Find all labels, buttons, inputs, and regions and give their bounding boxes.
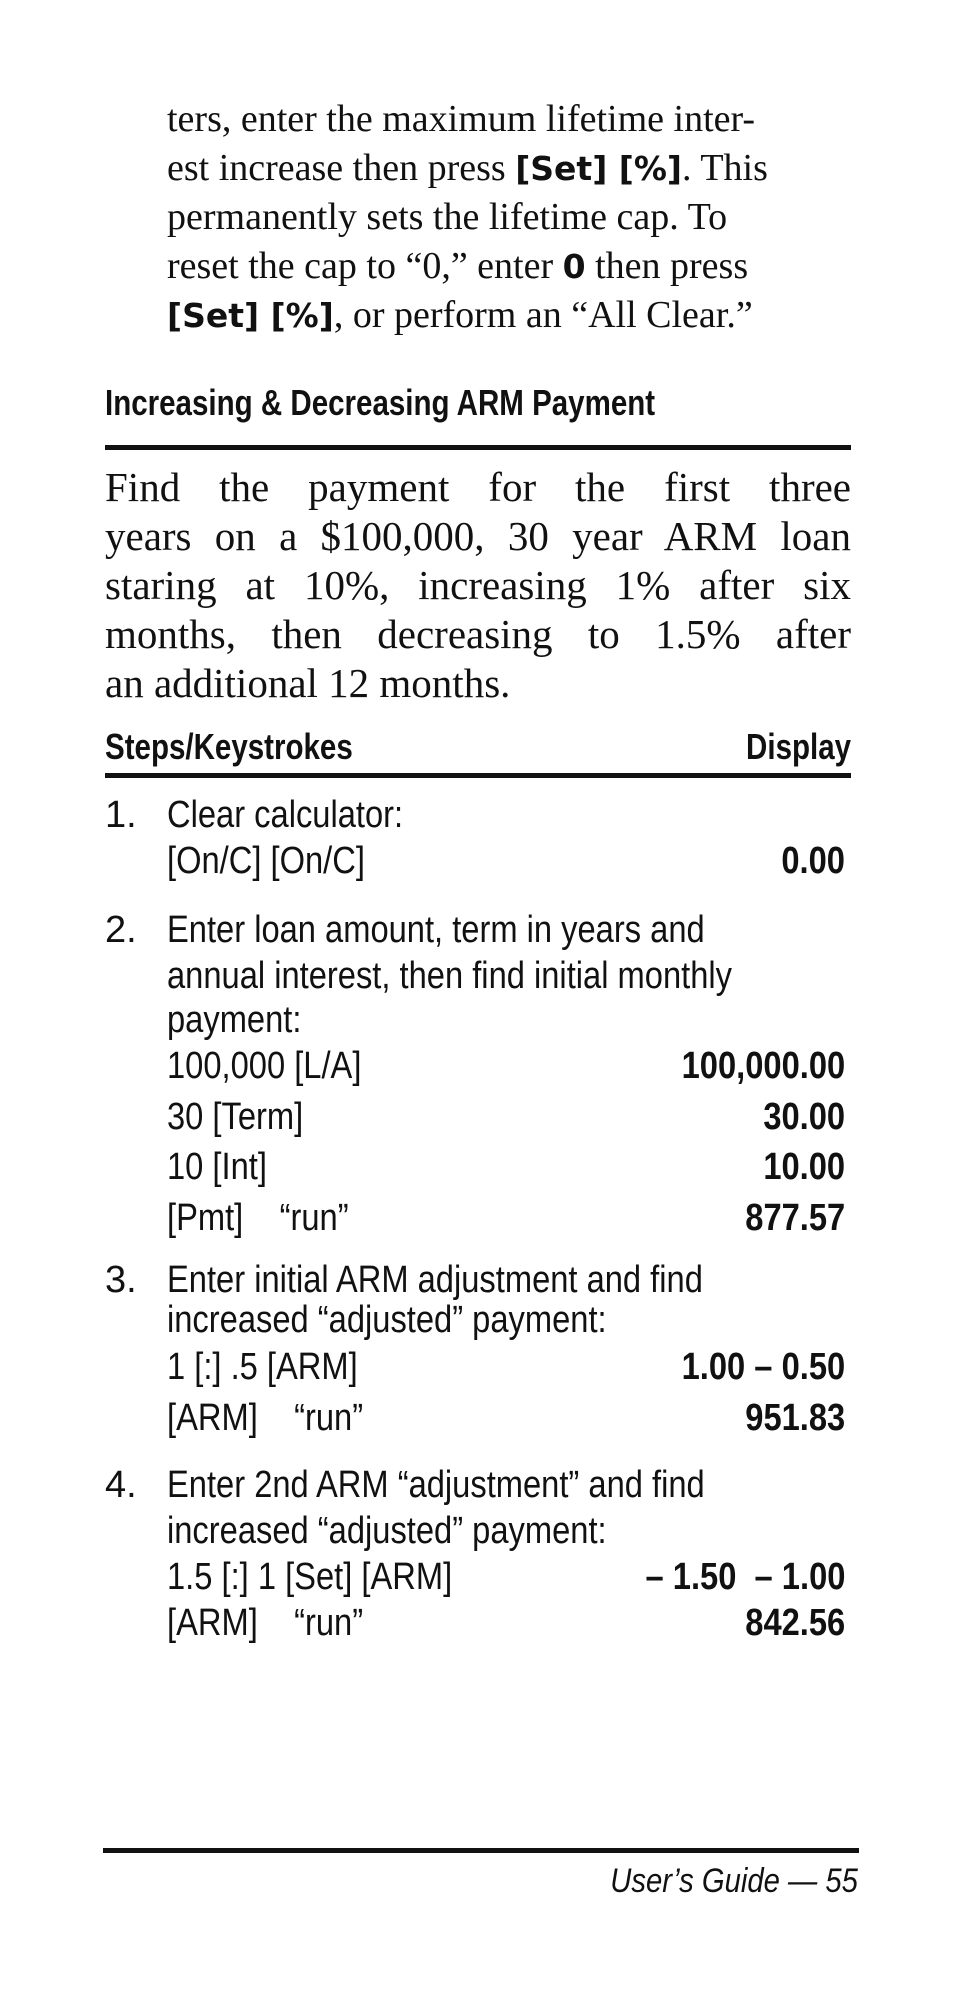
intro-text: reset the cap to “0,” enter	[167, 245, 563, 287]
intro-line	[167, 291, 851, 340]
intro-text: , or perform an “All Clear.”	[333, 294, 753, 336]
keystroke: [On/C] [On/C]	[167, 840, 365, 882]
intro-line	[167, 144, 851, 193]
intro-text: permanently sets the lifetime cap. To	[167, 196, 728, 238]
intro-paragraph	[167, 95, 851, 340]
keystroke-row	[105, 840, 845, 886]
display-value: 842.56	[745, 1602, 845, 1644]
step-description: Enter loan amount, term in years and	[167, 909, 705, 951]
keystroke-row	[105, 1397, 845, 1443]
keystroke: [ARM] “run”	[167, 1602, 364, 1644]
problem-paragraph	[105, 463, 851, 708]
display-value: – 1.50 – 1.00	[645, 1556, 845, 1598]
keystroke: 1 [:] .5 [ARM]	[167, 1346, 358, 1388]
step-description: payment:	[167, 999, 302, 1041]
step-description: Enter 2nd ARM “adjustment” and find	[167, 1464, 705, 1506]
keystroke-row	[105, 1556, 845, 1602]
display-value: 10.00	[763, 1146, 845, 1188]
section-divider	[105, 445, 851, 450]
intro-text: ters, enter the maximum lifetime inter-	[167, 98, 756, 140]
step-4-row	[105, 1464, 845, 1510]
keystroke: 30 [Term]	[167, 1096, 304, 1138]
display-value: 1.00 – 0.50	[681, 1346, 845, 1388]
keystroke: [Pmt] “run”	[167, 1197, 349, 1239]
step-number: 1.	[105, 794, 137, 836]
intro-line	[167, 193, 851, 242]
keystroke: 100,000 [L/A]	[167, 1045, 362, 1087]
step-description: increased “adjusted” payment:	[167, 1299, 607, 1341]
keystroke: 1.5 [:] 1 [Set] [ARM]	[167, 1556, 453, 1598]
display-value: 30.00	[763, 1096, 845, 1138]
display-value: 0.00	[781, 840, 845, 882]
table-header-divider	[105, 773, 851, 778]
keystroke-row	[105, 1096, 845, 1142]
keystroke-row	[105, 1602, 845, 1648]
footer-divider	[103, 1848, 859, 1853]
intro-line	[167, 242, 851, 291]
intro-text: est increase then press	[167, 147, 516, 189]
display-value: 951.83	[745, 1397, 845, 1439]
step-description-row	[105, 999, 845, 1045]
step-number: 3.	[105, 1259, 137, 1301]
step-description: Clear calculator:	[167, 794, 404, 836]
keystroke-row	[105, 1346, 845, 1392]
step-description: annual interest, then find initial monthly	[167, 955, 732, 997]
set-percent-key: [Set] [%]	[167, 296, 334, 335]
keystroke: 10 [Int]	[167, 1146, 267, 1188]
step-description: Enter initial ARM adjustment and find	[167, 1259, 703, 1301]
set-percent-key: [Set] [%]	[515, 149, 683, 188]
step-description-row	[105, 1299, 845, 1345]
step-description-row	[105, 1510, 845, 1556]
intro-line	[167, 95, 851, 144]
step-2-row	[105, 909, 845, 955]
section-title: Increasing & Decreasing ARM Payment	[105, 382, 656, 423]
step-number: 2.	[105, 909, 137, 951]
paragraph-line: staring at 10%, increasing 1% after six	[105, 562, 851, 608]
paragraph-line: months, then decreasing to 1.5% after	[105, 611, 851, 657]
display-value: 877.57	[745, 1197, 845, 1239]
keystroke: [ARM] “run”	[167, 1397, 364, 1439]
page-footer: User’s Guide — 55	[610, 1862, 858, 1900]
display-value: 100,000.00	[681, 1045, 845, 1087]
steps-column-header: Steps/Keystrokes	[105, 726, 353, 767]
display-column-header: Display	[745, 726, 851, 767]
paragraph-line: an additional 12 months.	[105, 660, 511, 706]
step-number: 4.	[105, 1464, 137, 1506]
intro-text: . This	[682, 147, 768, 189]
paragraph-line: years on a $100,000, 30 year ARM loan	[105, 513, 851, 559]
step-description-row	[105, 955, 845, 1001]
step-description: increased “adjusted” payment:	[167, 1510, 607, 1552]
keystroke-row	[105, 1197, 845, 1243]
step-1-row	[105, 794, 845, 840]
keystroke-row	[105, 1146, 845, 1192]
intro-text: then press	[585, 245, 749, 287]
paragraph-line: Find the payment for the first three	[105, 464, 851, 510]
keystroke-row	[105, 1045, 845, 1091]
zero-key: 0	[562, 247, 586, 286]
